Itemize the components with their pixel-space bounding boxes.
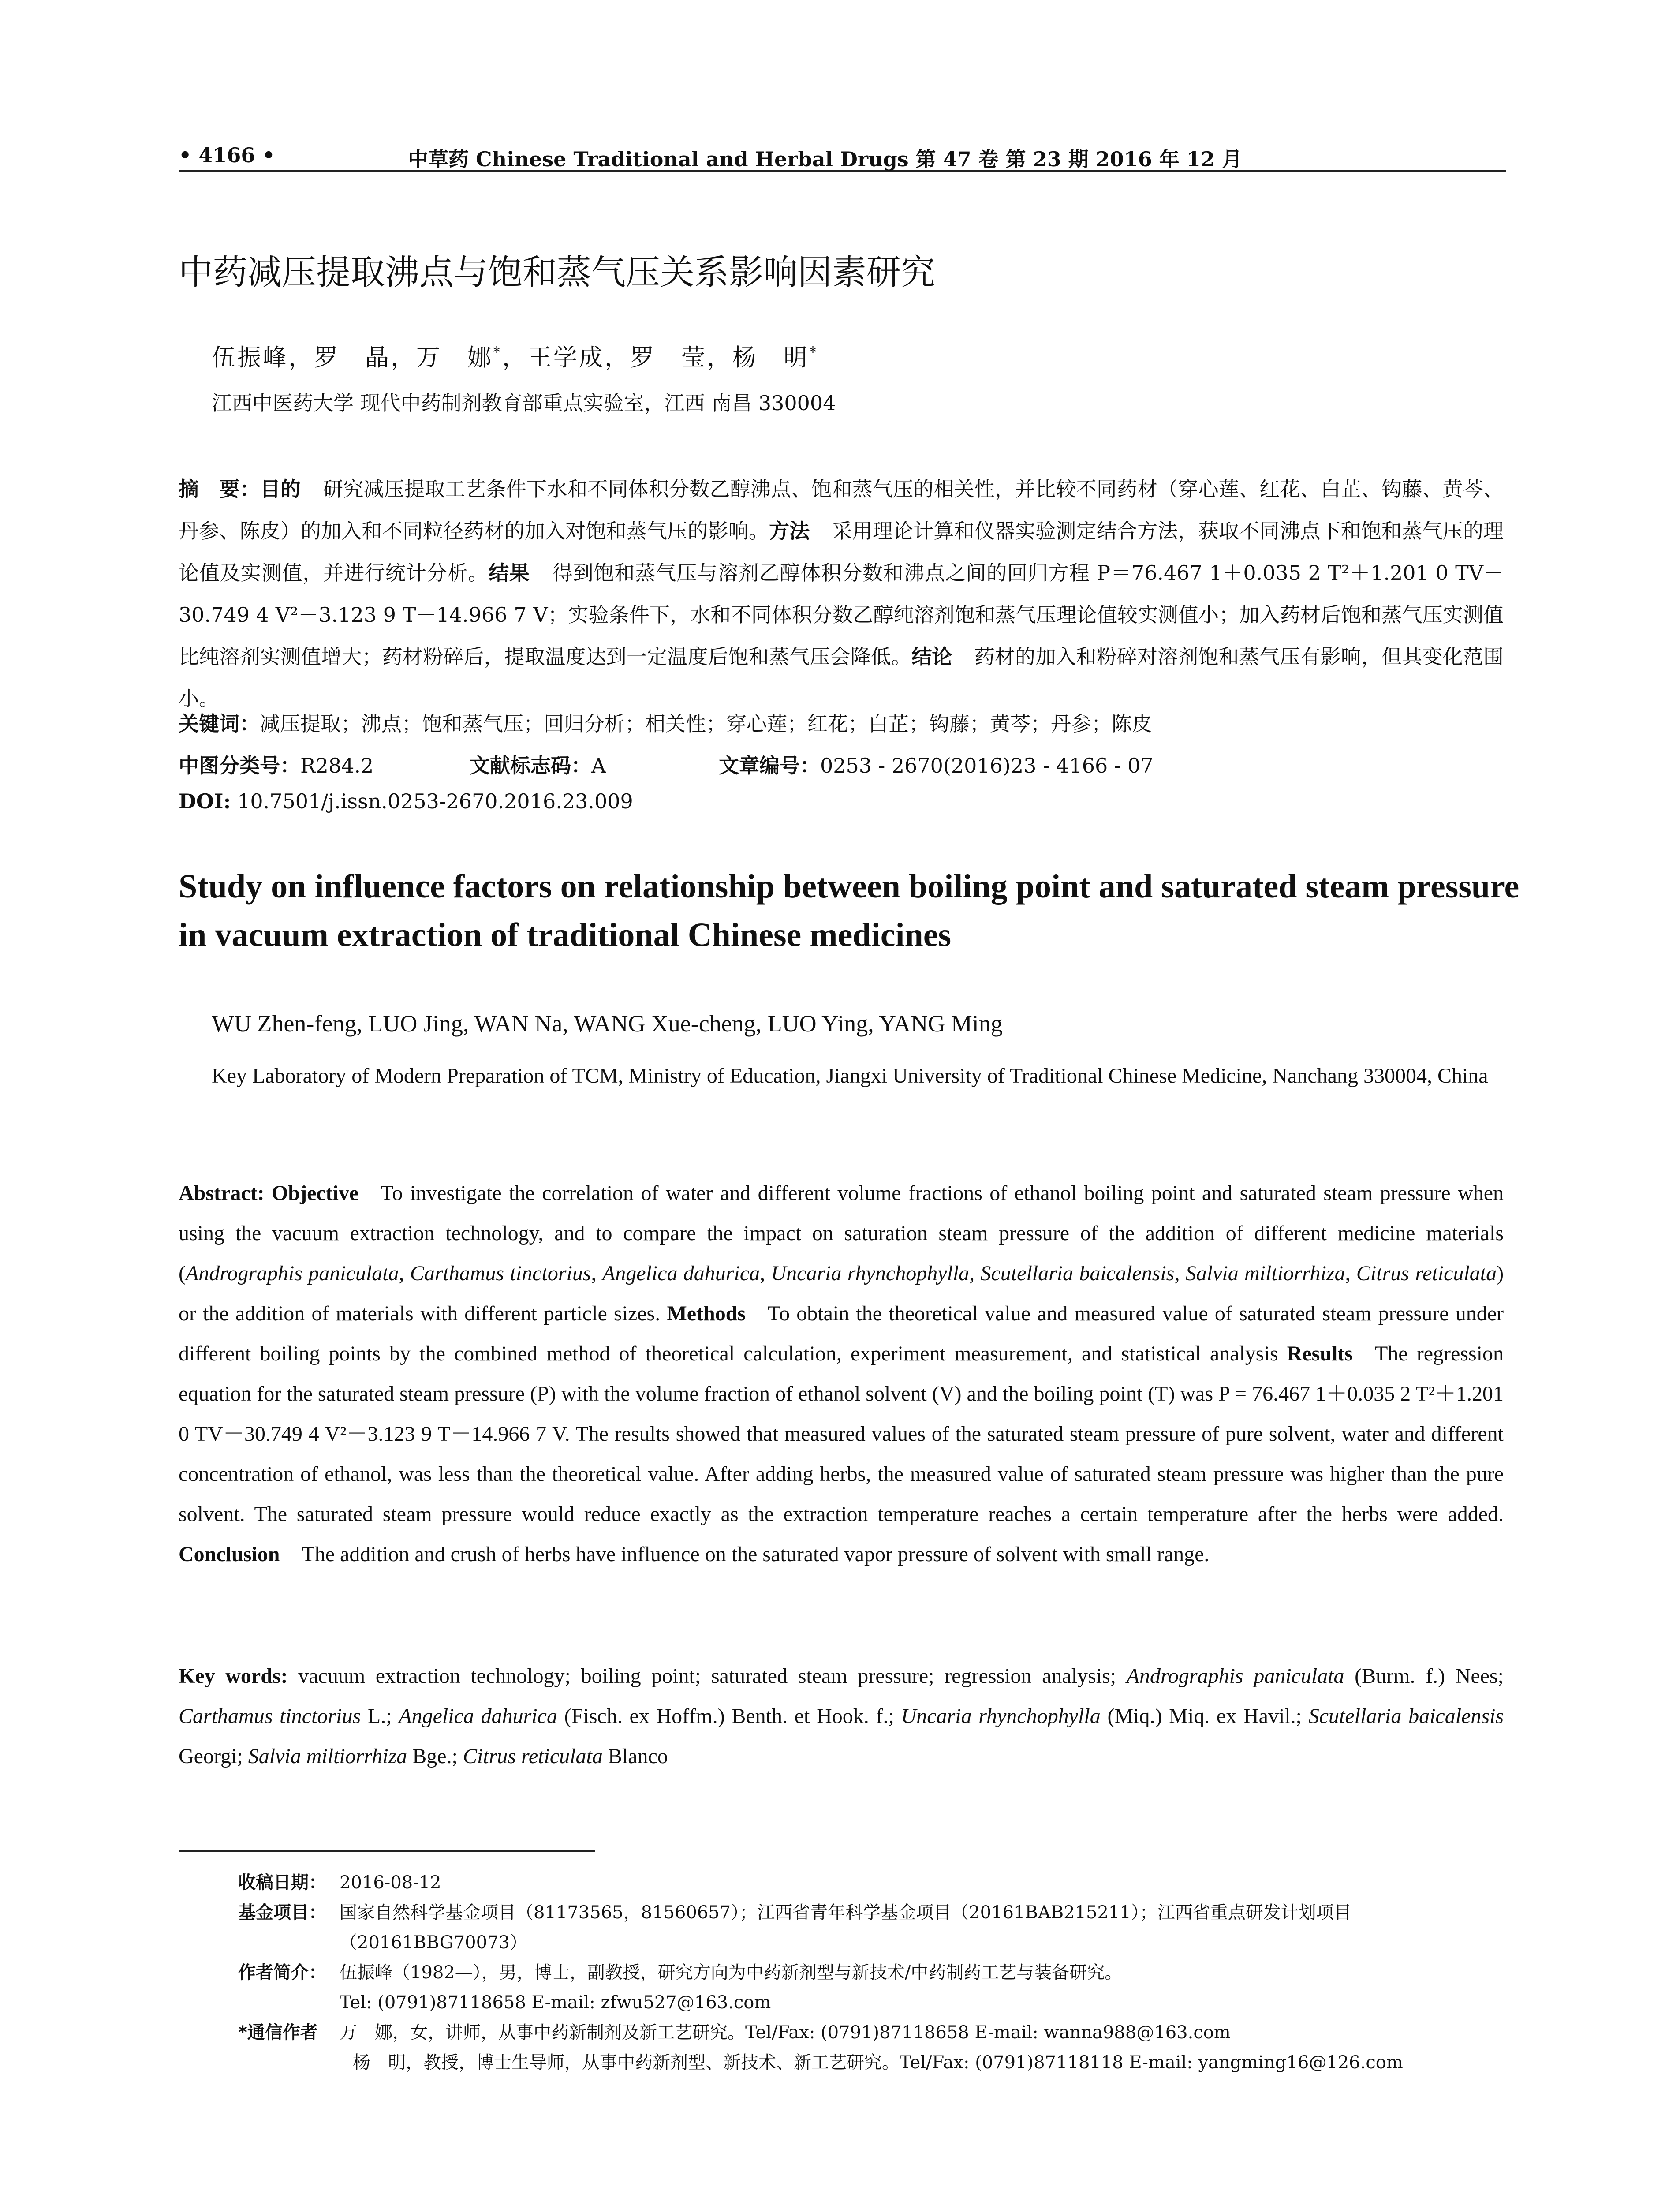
article-id-label: 文章编号： [719,754,820,777]
results-text: The regression equation for the saturated steam pressure (P) with the volume fraction of ethanol solvent (V) and the boiling point (T) was P = 76.467 1＋0.035 2 T²＋1.201 0 TV－30.749 4 V²－3.123 9 T－14.966 7 V. The results showed that measured values of the saturated steam pressure of pure solvent, water and different concentration of ethanol, was less than the theoretical value. After adding herbs, the measured value of saturated steam pressure was higher than the pure solvent. The saturated steam pressure would reduce exactly as the extraction temperature reaches a certain temperature after the herbs were added. [179,1342,1504,1526]
corresponding-mark: * [493,344,502,361]
fund-text: 国家自然科学基金项目（81173565，81560657）；江西省青年科学基金项目（20161BAB215211）；江西省重点研发计划项目（20161BBG70073） [340,1902,1351,1953]
doi-line [179,789,633,813]
footnote-divider [179,1850,595,1852]
english-abstract: Abstract: Objective To investigate the correlation of water and different volume fractions of ethanol boiling point and saturated steam pressure when using the vacuum extraction technology, and to compare the impact on saturation steam pressure of the addition of different medicine materials (Andrographis paniculata, Carthamus tinctorius, Angelica dahurica, Uncaria rhynchophylla, Scutellaria baicalensis, Salvia miltiorrhiza, Citrus reticulata) or the addition of materials with different particle sizes. Methods To obtain the theoretical value and measured value of saturated steam pressure under different boiling points by the combined method of theoretical calculation, experiment measurement, and statistical analysis Results The regression equation for the saturated steam pressure (P) with the volume fraction of ethanol solvent (V) and the boiling point (T) was P = 76.467 1＋0.035 2 T²＋1.201 0 TV－30.749 4 V²－3.123 9 T－14.966 7 V. The results showed that measured values of the saturated steam pressure of pure solvent, water and different concentration of ethanol, was less than the theoretical value. After adding herbs, the measured value of saturated steam pressure was higher than the pure solvent. The saturated steam pressure would reduce exactly as the extraction temperature reaches a certain temperature after the herbs were added. Conclusion The addition and crush of herbs have influence on the saturated vapor pressure of solvent with small range. [179,1181,1504,1566]
keyword-species: Uncaria rhynchophylla [901,1704,1101,1728]
received-date-note [179,1868,1506,1898]
conclusion-label: 结论 [911,645,952,669]
chinese-affiliation: 江西中医药大学 现代中药制剂教育部重点实验室，江西 南昌 330004 [212,391,836,415]
fund-label: 基金项目： [238,1902,326,1923]
herb-name: Scutellaria baicalensis [980,1262,1175,1285]
english-keywords [179,1656,1504,1776]
author-group-2: ，王学成，罗 莹，杨 明 [502,344,809,371]
doi-link[interactable]: 10.7501/j.issn.0253-2670.2016.23.009 [237,789,633,813]
corresponding-author-1: 万 娜，女，讲师，从事中药新制剂及新工艺研究。Tel/Fax: (0791)87118658 E-mail: wanna988@163.com [340,2022,1231,2043]
objective-text: To investigate the correlation of water and different volume fractions of ethanol boiling point and saturated steam pressure when using the vacuum extraction technology, and to compare the impact on saturation steam pressure of the addition of different medicine materials ( [179,1181,1504,1285]
doc-code-label: 文献标志码： [470,754,591,777]
clc-label: 中图分类号： [179,754,300,777]
corresponding-note [179,2018,1506,2078]
corresponding-author-2: 杨 明，教授，博士生导师，从事中药新剂型、新技术、新工艺研究。Tel/Fax: (0791)87118118 E-mail: yangming16@126.com [353,2052,1403,2073]
keyword-authority: (Burm. f.) Nees; [1355,1664,1504,1688]
corresponding-mark: * [809,344,818,361]
chinese-title: 中药减压提取沸点与饱和蒸气压关系影响因素研究 [179,253,936,292]
objective-text-end: ) or the addition of materials with different particle sizes. [179,1262,1504,1325]
herb-name: Salvia miltiorrhiza [1185,1262,1345,1285]
received-date: 2016-08-12 [340,1872,441,1893]
keyword-species: Angelica dahurica [399,1704,557,1728]
results-label: Results [1287,1342,1353,1365]
objective-label: 目的 [260,477,301,501]
keyword-species: Salvia miltiorrhiza [248,1745,407,1768]
keyword-species: Citrus reticulata [463,1745,603,1768]
conclusion-text: 药材的加入和粉碎对溶剂饱和蒸气压有影响，但其变化范围小。 [179,645,1504,710]
article-id-value: 0253 - 2670(2016)23 - 4166 - 07 [820,754,1154,777]
objective-label: Objective [272,1181,359,1205]
abstract-label: 摘 要： [179,477,260,501]
footnotes [179,1868,1506,2078]
herb-name: Angelica dahurica [602,1262,760,1285]
chinese-keywords [179,708,1152,737]
herb-name: Carthamus tinctorius [410,1262,591,1285]
conclusion-text: The addition and crush of herbs have influence on the saturated vapor pressure of solvent with small range. [302,1543,1210,1566]
doc-code-value: A [591,754,606,777]
running-header [179,143,1506,172]
results-text: 得到饱和蒸气压与溶剂乙醇体积分数和沸点之间的回归方程 P＝76.467 1＋0.035 2 T²＋1.201 0 TV－30.749 4 V²－3.123 9 T－14.966 7 V；实验条件下，水和不同体积分数乙醇纯溶剂饱和蒸气压理论值较实测值小；加入药材后饱和蒸气压实测值比纯溶剂实测值增大；药材粉碎后，提取温度达到一定温度后饱和蒸气压会降低。 [179,561,1504,669]
author-group-1: 伍振峰，罗 晶，万 娜 [212,344,493,371]
bio-text: 伍振峰（1982—），男，博士，副教授，研究方向为中药新剂型与新技术/中药制药工艺与装备研究。 [340,1962,1123,1983]
english-affiliation: Key Laboratory of Modern Preparation of TCM, Ministry of Education, Jiangxi University of Traditional Chinese Medicine, Nanchang 330004, China [212,1064,1488,1088]
keyword-authority: Georgi; [179,1745,243,1768]
keyword-authority: L.; [367,1704,392,1728]
received-label: 收稿日期： [238,1872,326,1893]
keyword-authority: Blanco [608,1745,668,1768]
abstract-label: Abstract: [179,1181,265,1205]
keywords-label: Key words: [179,1664,288,1688]
journal-info: 中草药 Chinese Traditional and Herbal Drugs 第 47 卷 第 23 期 2016 年 12 月 [408,147,1242,171]
methods-label: 方法 [769,519,810,543]
herb-name: Andrographis paniculata [185,1262,399,1285]
objective-text: 研究减压提取工艺条件下水和不同体积分数乙醇沸点、饱和蒸气压的相关性，并比较不同药材（穿心莲、红花、白芷、钩藤、黄芩、丹参、陈皮）的加入和不同粒径药材的加入对饱和蒸气压的影响。 [179,477,1504,543]
keyword-species: Carthamus tinctorius [179,1704,361,1728]
methods-text: 采用理论计算和仪器实验测定结合方法，获取不同沸点下和饱和蒸气压的理论值及实测值，并进行统计分析。 [179,519,1504,585]
english-title: Study on influence factors on relationship between boiling point and saturated steam pressure in vacuum extraction of traditional Chinese medicines [179,868,1519,953]
clc-value: R284.2 [300,754,374,777]
page-number: • 4166 • [179,143,275,167]
author-bio-note [179,1958,1506,2018]
keywords-text: vacuum extraction technology; boiling point; saturated steam pressure; regression analysis; [298,1664,1116,1688]
methods-text: To obtain the theoretical value and measured value of saturated steam pressure under different boiling points by the combined method of theoretical calculation, experiment measurement, and statistical analysis [179,1302,1504,1365]
keyword-authority: (Fisch. ex Hoffm.) Benth. et Hook. f.; [564,1704,894,1728]
keyword-authority: Bge.; [412,1745,458,1768]
keywords-text: 减压提取；沸点；饱和蒸气压；回归分析；相关性；穿心莲；红花；白芷；钩藤；黄芩；丹参；陈皮 [260,712,1152,736]
chinese-authors [212,339,818,373]
fund-note [179,1898,1506,1958]
keywords-label: 关键词： [179,712,260,736]
corresponding-label: *通信作者 [238,2022,318,2043]
bio-contact: Tel: (0791)87118658 E-mail: zfwu527@163.com [340,1992,771,2013]
chinese-abstract [179,468,1504,720]
doi-label: DOI: [179,789,231,813]
results-label: 结果 [489,561,530,585]
english-authors: WU Zhen-feng, LUO Jing, WAN Na, WANG Xue-cheng, LUO Ying, YANG Ming [212,1010,1003,1037]
herb-name: Uncaria rhynchophylla [771,1262,970,1285]
keyword-species: Andrographis paniculata [1126,1664,1344,1688]
herb-name: Citrus reticulata [1356,1262,1497,1285]
conclusion-label: Conclusion [179,1543,280,1566]
methods-label: Methods [667,1302,746,1325]
keyword-authority: (Miq.) Miq. ex Havil.; [1107,1704,1302,1728]
keyword-species: Scutellaria baicalensis [1308,1704,1504,1728]
bio-label: 作者简介： [238,1962,326,1983]
